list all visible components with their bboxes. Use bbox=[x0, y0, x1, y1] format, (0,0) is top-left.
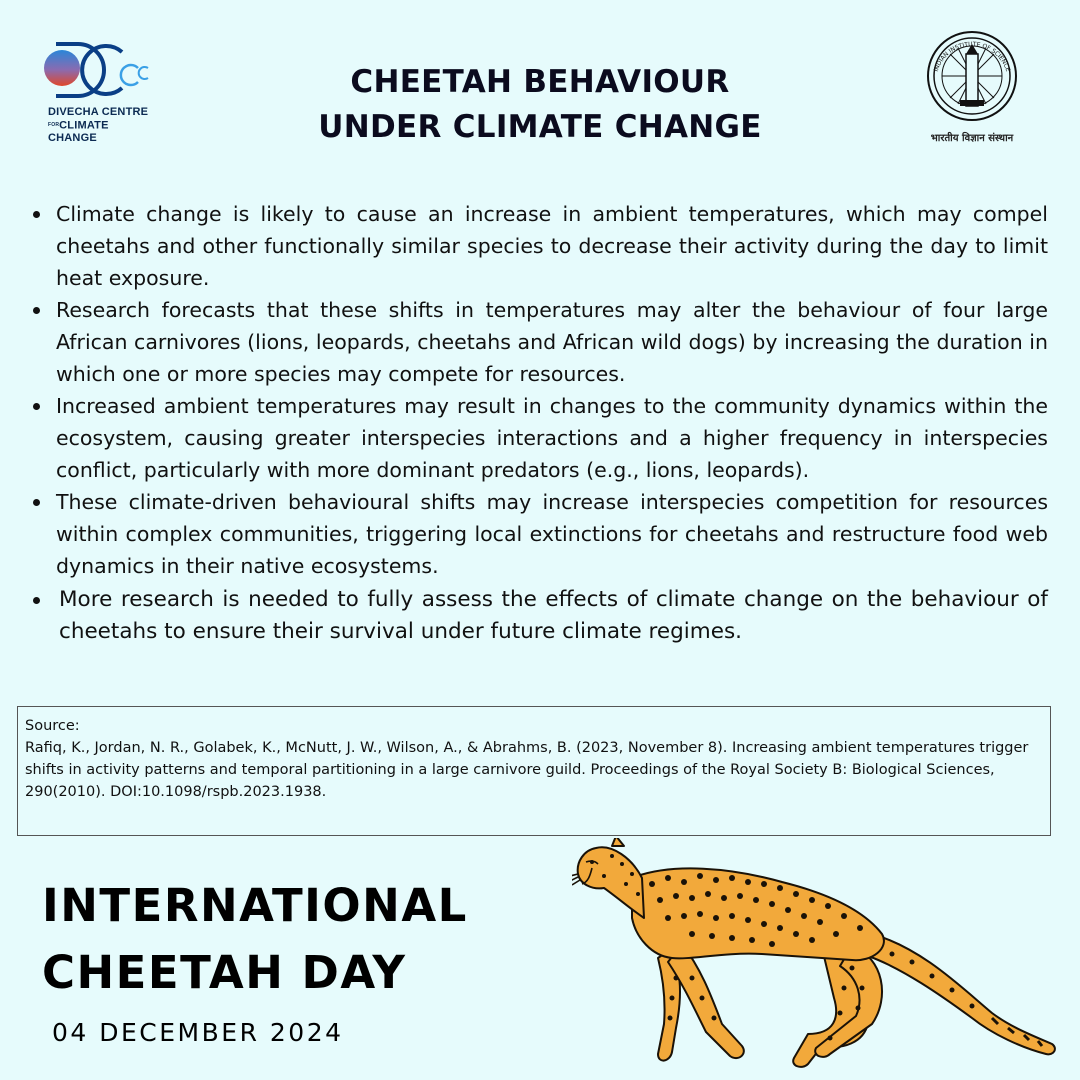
title-line-1: CHEETAH BEHAVIOUR bbox=[350, 64, 730, 100]
dccc-logo-mark-icon bbox=[40, 38, 160, 104]
event-title bbox=[42, 872, 602, 1006]
event-title-line-1: INTERNATIONAL bbox=[42, 879, 468, 932]
list-item: Increased ambient temperatures may result in changes to the community dynamics within the ecosystem, causing greater interspecies interactions and a higher frequency in interspecies conflict, particularly with more dominant predators (e.g., lions, leopards). bbox=[30, 390, 1048, 486]
iisc-emblem bbox=[910, 30, 1034, 150]
source-label: Source: bbox=[25, 718, 80, 734]
source-citation: Rafiq, K., Jordan, N. R., Golabek, K., McNutt, J. W., Wilson, A., & Abrahms, B. (2023, November 8). Increasing ambient temperatures trigger shifts in activity patterns and temporal partitioning in a large carnivore guild. Proceedings of the Royal Society B: Biological Sciences, 290(2010). DOI:10.1098/rspb.2023.1938. bbox=[25, 740, 1029, 800]
list-item: More research is needed to fully assess the effects of climate change on the behaviour of cheetahs to ensure their survival under future climate regimes. bbox=[30, 584, 1048, 648]
iisc-hindi-name: भारतीय विज्ञान संस्थान bbox=[930, 133, 1014, 144]
event-title-line-2: CHEETAH DAY bbox=[42, 946, 407, 999]
logo-line-1: DIVECHA CENTRE bbox=[48, 106, 149, 118]
logo-line-2-prefix: FOR bbox=[48, 122, 60, 128]
list-item: These climate-driven behavioural shifts may increase interspecies competition for resources within complex communities, triggering local extinctions for cheetahs and restructure food web dynamics in their native ecosystems. bbox=[30, 486, 1048, 582]
title-line-2: UNDER CLIMATE CHANGE bbox=[318, 109, 762, 145]
list-item: Research forecasts that these shifts in temperatures may alter the behaviour of four large African carnivores (lions, leopards, cheetahs and African wild dogs) by increasing the duration in which one or more species may compete for resources. bbox=[30, 294, 1048, 390]
list-item: Climate change is likely to cause an increase in ambient temperatures, which may compel cheetahs and other functionally similar species to decrease their activity during the day to limit heat exposure. bbox=[30, 198, 1048, 294]
logo-line-2: CLIMATE CHANGE bbox=[48, 119, 109, 145]
divecha-centre-logo bbox=[40, 38, 160, 145]
ring-text: INDIAN INSTITUTE OF SCIENCE bbox=[932, 40, 1012, 73]
key-points-list bbox=[30, 198, 1048, 648]
source-box bbox=[17, 706, 1051, 836]
running-cheetah-icon bbox=[572, 838, 1062, 1078]
page-title bbox=[240, 60, 840, 150]
event-date: 04 DECEMBER 2024 bbox=[52, 1018, 344, 1047]
iisc-emblem-icon bbox=[910, 30, 1034, 130]
